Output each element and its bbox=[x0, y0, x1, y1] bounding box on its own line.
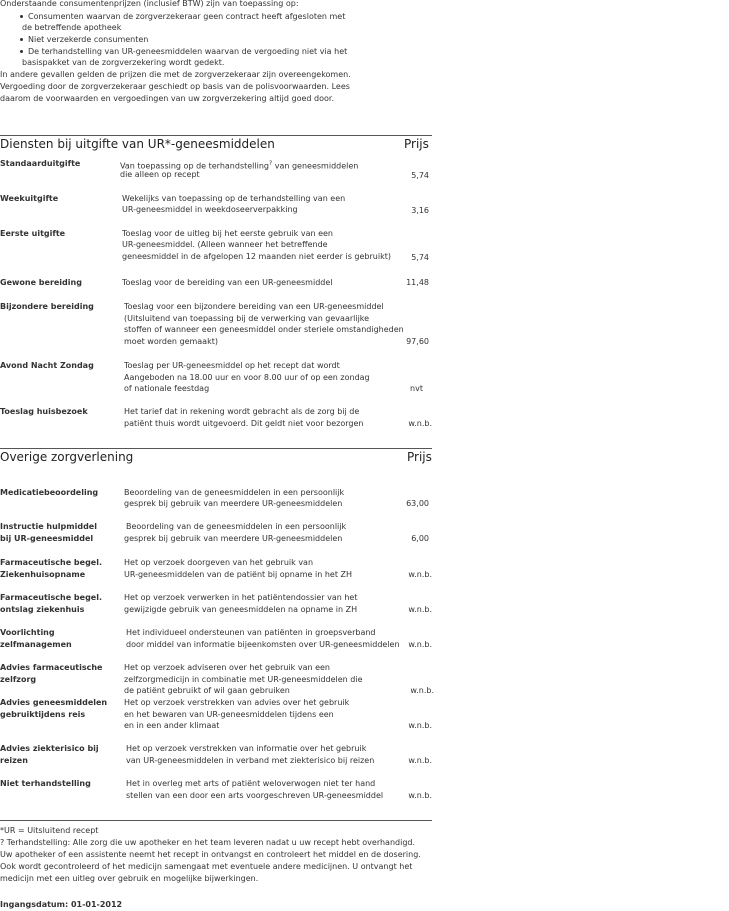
intro-bullet-2: Niet verzekerde consumenten bbox=[28, 35, 149, 44]
row-desc: gesprek bij gebruik van meerdere UR-geneesmiddelen bbox=[124, 534, 343, 543]
section1-price-header: Prijs bbox=[404, 137, 429, 151]
bullet-dot bbox=[20, 38, 23, 41]
row-price: w.n.b. bbox=[410, 686, 434, 695]
row-price: w.n.b. bbox=[408, 605, 432, 614]
row-desc: patiënt thuis wordt uitgevoerd. Dit geldt niet voor bezorgen bbox=[124, 419, 364, 428]
bullet-dot bbox=[20, 15, 23, 18]
row-price: 5,74 bbox=[411, 253, 429, 262]
row-desc: Het in overleg met arts of patiënt weloverwogen niet ter hand bbox=[126, 779, 376, 788]
row-desc: Van toepassing op de terhandstelling? van geneesmiddelen bbox=[120, 160, 359, 171]
row-price: w.n.b. bbox=[408, 756, 432, 765]
footnote-line: ? Terhandstelling: Alle zorg die uw apotheker en het team leveren nadat u uw recept hebt overhandigd. bbox=[0, 838, 416, 847]
row-label: Advies ziekterisico bij bbox=[0, 744, 99, 753]
row-desc: of nationale feestdag bbox=[124, 384, 210, 393]
row-label: ontslag ziekenhuis bbox=[0, 605, 85, 614]
section2-title: Overige zorgverlening bbox=[0, 450, 134, 464]
bullet-dot bbox=[20, 50, 23, 53]
row-desc: van UR-geneesmiddelen in verband met ziekterisico bij reizen bbox=[126, 756, 375, 765]
intro-bullet-3a: De terhandstelling van UR-geneesmiddelen waarvan de vergoeding niet via het bbox=[28, 47, 348, 56]
row-price: w.n.b. bbox=[408, 570, 432, 579]
row-label: Toeslag huisbezoek bbox=[0, 407, 88, 416]
row-label: Avond Nacht Zondag bbox=[0, 361, 94, 370]
section-divider bbox=[0, 448, 432, 449]
row-desc: Toeslag voor de uitleg bij het eerste gebruik van een bbox=[122, 229, 333, 238]
row-desc: Het op verzoek adviseren over het gebruik van een bbox=[124, 663, 330, 672]
row-price: 97,60 bbox=[406, 337, 429, 346]
row-label: Advies geneesmiddelen bbox=[0, 698, 108, 707]
row-desc: Wekelijks van toepassing op de terhandstelling van een bbox=[122, 194, 346, 203]
intro-bullet-3b: basispakket van de zorgverzekering wordt gedekt. bbox=[22, 58, 225, 67]
intro-bullet-1a: Consumenten waarvan de zorgverzekeraar geen contract heeft afgesloten met bbox=[28, 12, 346, 21]
row-price: 5,74 bbox=[411, 171, 429, 180]
row-desc: (Uitsluitend van toepassing bij de verwerking van gevaarlijke bbox=[124, 314, 370, 323]
row-desc: Toeslag per UR-geneesmiddel op het recept dat wordt bbox=[124, 361, 340, 370]
row-desc: Beoordeling van de geneesmiddelen in een persoonlijk bbox=[124, 488, 345, 497]
section2-price-header: Prijs bbox=[407, 450, 432, 464]
section-divider bbox=[0, 135, 432, 136]
row-label: Ziekenhuisopname bbox=[0, 570, 86, 579]
row-desc: Het op verzoek verstrekken van informatie over het gebruik bbox=[126, 744, 367, 753]
row-desc: Beoordeling van de geneesmiddelen in een persoonlijk bbox=[126, 522, 347, 531]
row-desc: UR-geneesmiddel in weekdoseerverpakking bbox=[122, 205, 298, 214]
row-price: nvt bbox=[410, 384, 423, 393]
row-price: 3,16 bbox=[411, 206, 429, 215]
section1-title: Diensten bij uitgifte van UR*-geneesmiddelen bbox=[0, 137, 275, 151]
row-label: Farmaceutische begel. bbox=[0, 558, 102, 567]
row-desc: Toeslag voor de bereiding van een UR-geneesmiddel bbox=[122, 278, 333, 287]
row-desc: zelfzorgmedicijn in combinatie met UR-geneesmiddelen die bbox=[124, 675, 363, 684]
row-price: 63,00 bbox=[406, 499, 429, 508]
row-desc: die alleen op recept bbox=[120, 170, 200, 179]
footnote-divider bbox=[0, 820, 432, 821]
row-label: Niet terhandstelling bbox=[0, 779, 91, 788]
row-label: Instructie hulpmiddel bbox=[0, 522, 97, 531]
row-desc: stellen van een door een arts voorgeschreven UR-geneesmiddel bbox=[126, 791, 384, 800]
footnote-line: Ook wordt gecontroleerd of het medicijn samengaat met eventuele andere medicijnen. U ontvangt het bbox=[0, 862, 413, 871]
row-label: Bijzondere bereiding bbox=[0, 302, 94, 311]
row-price: 11,48 bbox=[406, 278, 429, 287]
row-price: w.n.b. bbox=[408, 791, 432, 800]
row-desc: UR-geneesmiddelen van de patiënt bij opname in het ZH bbox=[124, 570, 352, 579]
row-label: Advies farmaceutische bbox=[0, 663, 103, 672]
footnote-line: Uw apotheker of een assistente neemt het recept in ontvangst en controleert het middel en de dosering. bbox=[0, 850, 421, 859]
row-label: Standaarduitgifte bbox=[0, 159, 81, 168]
row-price: w.n.b. bbox=[408, 419, 432, 428]
intro-line: Onderstaande consumentenprijzen (inclusief BTW) zijn van toepassing op: bbox=[0, 0, 299, 8]
intro-para-1: In andere gevallen gelden de prijzen die met de zorgverzekeraar zijn overeengekomen. bbox=[0, 70, 351, 79]
row-desc: Het tarief dat in rekening wordt gebracht als de zorg bij de bbox=[124, 407, 360, 416]
row-desc: Het op verzoek verstrekken van advies over het gebruik bbox=[124, 698, 350, 707]
row-label: zelfmanagemen bbox=[0, 640, 72, 649]
row-price: w.n.b. bbox=[408, 721, 432, 730]
row-label: gebruiktijdens reis bbox=[0, 710, 86, 719]
row-desc: stoffen of wanneer een geneesmiddel onder steriele omstandigheden bbox=[124, 325, 404, 334]
intro-para-3: daarom de voorwaarden en vergoedingen van uw zorgverzekering altijd goed door. bbox=[0, 94, 334, 103]
row-desc: moet worden gemaakt) bbox=[124, 337, 218, 346]
row-label: Eerste uitgifte bbox=[0, 229, 66, 238]
row-label: reizen bbox=[0, 756, 28, 765]
row-desc: Het op verzoek verwerken in het patiëntendossier van het bbox=[124, 593, 358, 602]
row-desc: en in een ander klimaat bbox=[124, 721, 220, 730]
row-label: Weekuitgifte bbox=[0, 194, 59, 203]
row-label: Medicatiebeoordeling bbox=[0, 488, 99, 497]
footnote-line: medicijn met een uitleg over gebruik en mogelijke bijwerkingen. bbox=[0, 874, 259, 883]
row-desc: en het bewaren van UR-geneesmiddelen tijdens een bbox=[124, 710, 334, 719]
intro-para-2: Vergoeding door de zorgverzekeraar geschiedt op basis van de polisvoorwaarden. Lees bbox=[0, 82, 350, 91]
row-desc: geneesmiddel in de afgelopen 12 maanden niet eerder is gebruikt) bbox=[122, 252, 391, 261]
row-price: w.n.b. bbox=[408, 640, 432, 649]
row-label: Gewone bereiding bbox=[0, 278, 82, 287]
row-desc: UR-geneesmiddel. (Alleen wanneer het betreffende bbox=[122, 240, 328, 249]
row-label: Farmaceutische begel. bbox=[0, 593, 102, 602]
footnote-marker: ? bbox=[268, 160, 273, 167]
row-label: bij UR-geneesmiddel bbox=[0, 534, 94, 543]
row-desc: Het op verzoek doorgeven van het gebruik van bbox=[124, 558, 314, 567]
row-label: Voorlichting bbox=[0, 628, 55, 637]
effective-date: Ingangsdatum: 01-01-2012 bbox=[0, 900, 123, 909]
intro-bullet-1b: de betreffende apotheek bbox=[22, 23, 122, 32]
row-desc: Toeslag voor een bijzondere bereiding van een UR-geneesmiddel bbox=[124, 302, 384, 311]
row-desc: Het individueel ondersteunen van patiënten in groepsverband bbox=[126, 628, 376, 637]
row-desc: de patiënt gebruikt of wil gaan gebruiken bbox=[124, 686, 290, 695]
row-desc: gesprek bij gebruik van meerdere UR-geneesmiddelen bbox=[124, 499, 343, 508]
row-label: zelfzorg bbox=[0, 675, 37, 684]
footnote-line: *UR = Uitsluitend recept bbox=[0, 826, 99, 835]
row-desc: Aangeboden na 18.00 uur en voor 8.00 uur of op een zondag bbox=[124, 373, 370, 382]
row-price: 6,00 bbox=[411, 534, 429, 543]
row-desc: gewijzigde gebruik van geneesmiddelen na opname in ZH bbox=[124, 605, 358, 614]
row-desc: door middel van informatie bijeenkomsten over UR-geneesmiddelen bbox=[126, 640, 400, 649]
